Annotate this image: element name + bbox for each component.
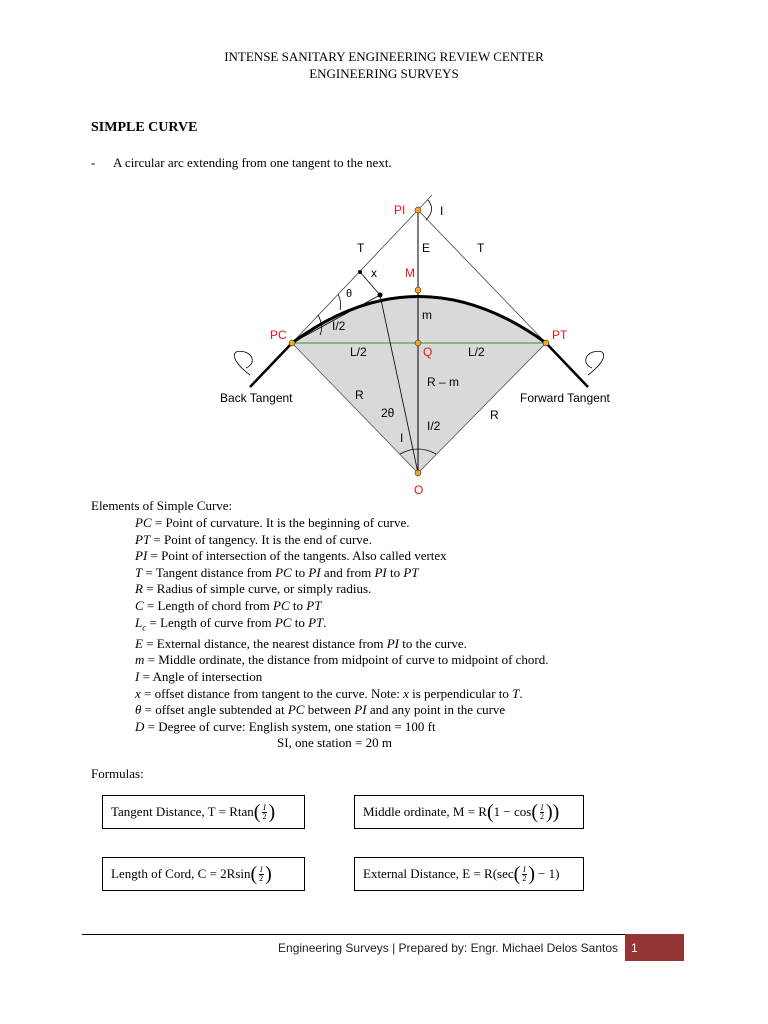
offset-x-line xyxy=(360,272,380,295)
label-forward-tangent: Forward Tangent xyxy=(520,391,610,405)
label-O: O xyxy=(414,483,424,497)
label-x: x xyxy=(371,266,377,280)
label-m: m xyxy=(422,308,432,322)
label-R-minus-m: R – m xyxy=(427,375,460,389)
elements-list xyxy=(135,515,549,752)
element-item: PC = Point of curvature. It is the beginning of curve. xyxy=(135,515,410,530)
angle-I-top-arc xyxy=(426,200,432,220)
back-tangent-segment xyxy=(250,343,292,387)
element-item: PI = Point of intersection of the tangents. Also called vertex xyxy=(135,548,447,564)
page-footer xyxy=(82,934,684,961)
point-PT xyxy=(543,340,549,346)
formula-length-of-chord: Length of Cord, C = 2Rsin ( $\frac{I}{2}$ ) xyxy=(102,857,305,891)
label-R-right: R xyxy=(490,408,499,422)
point-x-foot xyxy=(358,270,362,274)
document-header xyxy=(0,48,768,82)
label-back-tangent: Back Tangent xyxy=(220,391,293,405)
formula-tangent-distance: Tangent Distance, T = Rtan ( $\frac{I}{2}$ ) xyxy=(102,795,305,829)
point-M xyxy=(415,287,421,293)
element-item: $L_c$ = Length of curve from PC to PT. xyxy=(135,614,327,633)
page-number: 1 xyxy=(625,934,684,961)
simple-curve-diagram xyxy=(200,190,630,500)
definition-text: A circular arc extending from one tangent to the next. xyxy=(113,155,392,170)
forward-tangent-segment xyxy=(546,343,588,387)
back-tangent-arrow xyxy=(234,351,252,375)
definition-bullet xyxy=(91,155,392,171)
label-PI: PI xyxy=(394,203,406,217)
element-item: T = Tangent distance from PC to PI and from PI to PT xyxy=(135,564,419,580)
label-two-theta: 2θ xyxy=(381,406,395,420)
formula-middle-ordinate: Middle ordinate, M = R ( 1 − cos ( $\frac{I}{2}$ )) xyxy=(354,795,584,829)
label-M: M xyxy=(405,266,415,280)
element-item: m = Middle ordinate, the distance from midpoint of curve to midpoint of chord. xyxy=(135,652,549,668)
label-theta: θ xyxy=(346,288,353,300)
header-subject: ENGINEERING SURVEYS xyxy=(309,66,459,81)
element-item: R = Radius of simple curve, or simply radius. xyxy=(135,581,372,597)
element-item: PT = Point of tangency. It is the end of curve. xyxy=(135,531,372,547)
label-half-I-left: I/2 xyxy=(332,319,346,333)
element-item: x = offset distance from tangent to the curve. Note: x is perpendicular to T. xyxy=(135,685,523,701)
element-item: I = Angle of intersection xyxy=(135,668,263,684)
label-T-left: T xyxy=(357,241,365,255)
forward-tangent-arrow xyxy=(586,351,604,375)
formula-external-distance: External Distance, E = R(sec ( $\frac{I}{2}$ ) − 1) xyxy=(354,857,584,891)
label-PT: PT xyxy=(552,328,568,342)
point-Q xyxy=(415,340,421,346)
label-L2-left: L/2 xyxy=(350,345,367,359)
angle-theta-arc xyxy=(338,294,341,310)
header-org: INTENSE SANITARY ENGINEERING REVIEW CENTER xyxy=(224,49,544,64)
label-R-left: R xyxy=(355,388,364,402)
point-PI xyxy=(415,207,421,213)
point-PC xyxy=(289,340,295,346)
element-item: θ = offset angle subtended at PC between PI and any point in the curve xyxy=(135,702,506,718)
elements-title: Elements of Simple Curve: xyxy=(91,498,233,513)
element-item: E = External distance, the nearest distance from PI to the curve. xyxy=(135,635,467,651)
point-O xyxy=(415,470,421,476)
footer-text: Engineering Surveys | Prepared by: Engr. Michael Delos Santos xyxy=(278,941,618,955)
label-Q: Q xyxy=(423,345,433,359)
label-L2-right: L/2 xyxy=(468,345,485,359)
label-I-bottom: I xyxy=(400,431,404,445)
element-item: C = Length of chord from PC to PT xyxy=(135,597,322,613)
label-I-top: I xyxy=(440,204,444,218)
bullet-dash: - xyxy=(91,155,96,170)
element-item: D = Degree of curve: English system, one station = 100 ft xyxy=(135,718,436,734)
formulas-title: Formulas: xyxy=(91,766,144,781)
label-E: E xyxy=(422,241,431,255)
curve-sector xyxy=(292,297,546,474)
label-half-I-bottom: I/2 xyxy=(427,419,441,433)
point-curve xyxy=(378,293,383,298)
label-PC: PC xyxy=(270,328,287,342)
section-title: SIMPLE CURVE xyxy=(91,120,198,135)
label-T-right: T xyxy=(477,241,485,255)
element-si-line: SI, one station = 20 m xyxy=(277,735,392,751)
